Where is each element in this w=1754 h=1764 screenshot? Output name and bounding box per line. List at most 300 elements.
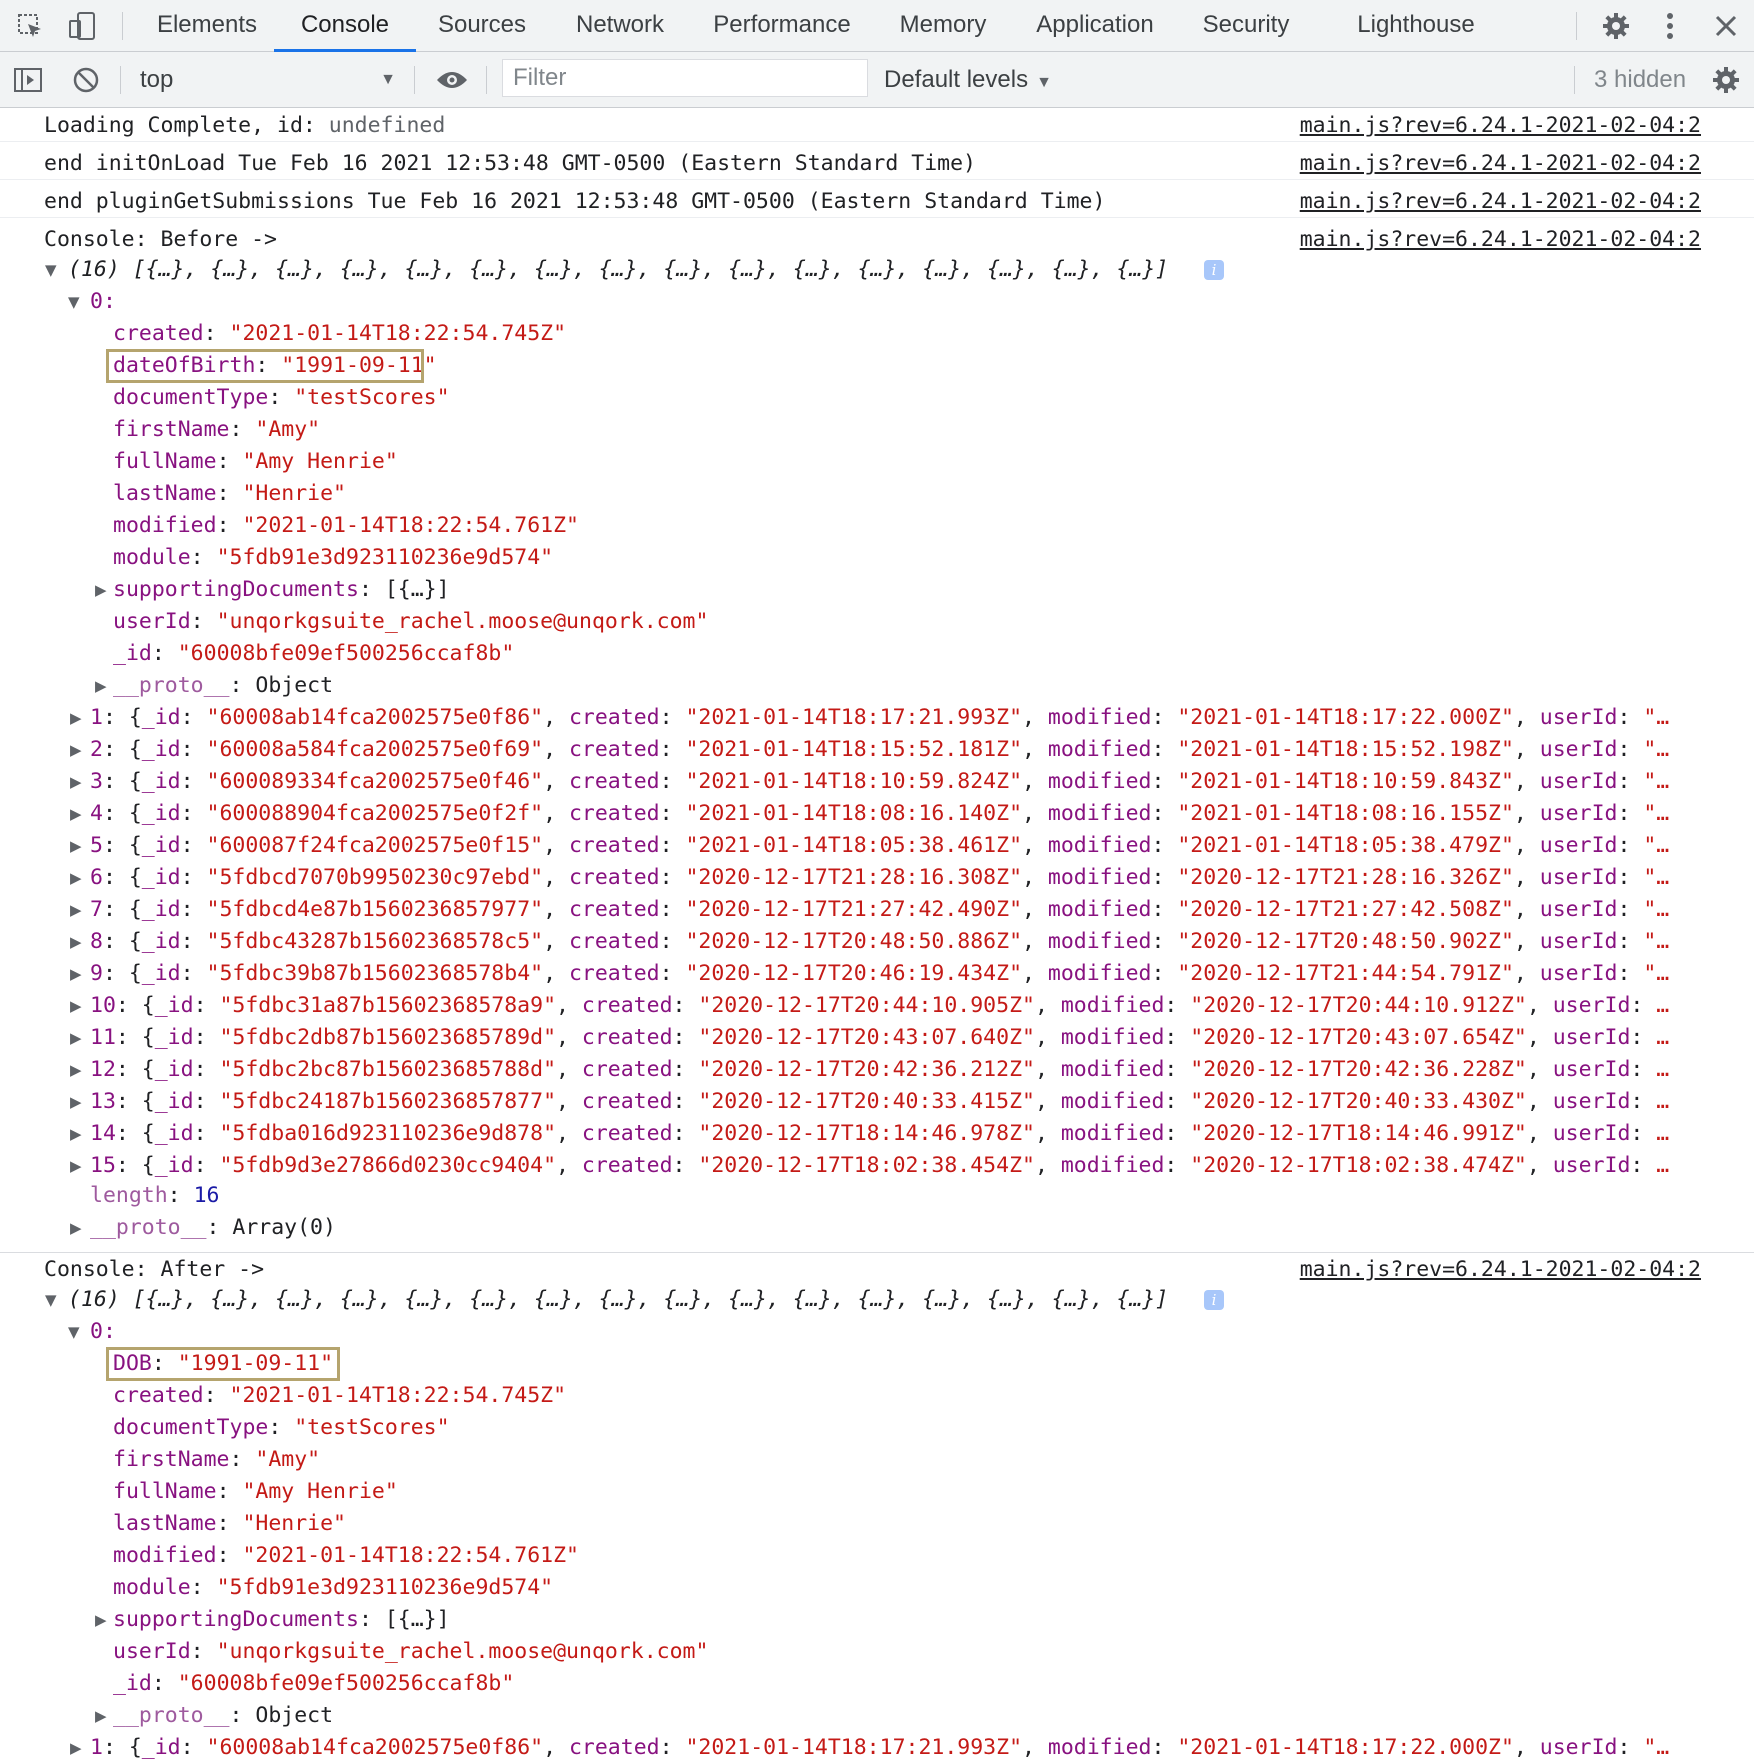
item-key-id: _id	[141, 769, 181, 794]
more-vertical-icon[interactable]	[1652, 0, 1688, 52]
item-key-id: _id	[141, 961, 181, 986]
collapsed-triangle-icon[interactable]: ▶	[95, 677, 107, 695]
item-key-modified: modified	[1047, 1735, 1152, 1760]
property-value: [{…}]	[384, 1607, 450, 1632]
item-key-created: created	[568, 737, 660, 762]
property-value: "2021-01-14T18:22:54.761Z"	[242, 1543, 579, 1568]
tab-memory[interactable]: Memory	[899, 11, 987, 38]
item-key-created: created	[568, 865, 660, 890]
property-key: dateOfBirth	[113, 353, 256, 378]
item-modified: "2021-01-14T18:10:59.843Z"	[1177, 769, 1514, 794]
item-key-id: _id	[154, 1089, 194, 1114]
property-value: "1991-09-11"	[177, 1351, 334, 1376]
object-index: 0:	[90, 1319, 116, 1344]
property-key: userId	[113, 1639, 191, 1664]
item-created: "2020-12-17T20:48:50.886Z"	[685, 929, 1023, 954]
array-item-row[interactable]: ▶ 7: {_id: "5fdbcd4e87b1560236857977", created: "2020-12-17T21:27:42.490Z", modified: "2020-12-17T21:27:42.508Z", userId: "…	[0, 894, 1754, 926]
item-index: 1	[90, 1735, 103, 1760]
item-tail: "…	[1643, 865, 1670, 890]
item-key-modified: modified	[1060, 1153, 1165, 1178]
message-text: end initOnLoad Tue Feb 16 2021 12:53:48 GMT-0500 (Eastern Standard Time)	[44, 151, 976, 176]
property-row: modified: "2021-01-14T18:22:54.761Z"	[113, 513, 579, 538]
property-row: lastName: "Henrie"	[113, 481, 347, 506]
item-index: 4	[90, 801, 103, 826]
item-modified: "2020-12-17T20:43:07.654Z"	[1190, 1025, 1527, 1050]
property-value: "60008bfe09ef500256ccaf8b"	[177, 641, 515, 666]
item-key-userid: userId	[1539, 801, 1618, 826]
property-row: userId: "unqorkgsuite_rachel.moose@unqork.com"	[113, 1639, 709, 1664]
tab-performance[interactable]: Performance	[713, 11, 851, 38]
message-value: undefined	[328, 113, 446, 138]
property-row: module: "5fdb91e3d923110236e9d574"	[113, 1575, 554, 1600]
item-tail: "…	[1643, 769, 1670, 794]
collapsed-triangle-icon[interactable]: ▶	[70, 1029, 82, 1047]
property-value: "5fdb91e3d923110236e9d574"	[216, 545, 554, 570]
property-key: documentType	[113, 1415, 269, 1440]
gear-icon[interactable]	[1596, 0, 1636, 52]
property-value: "unqorkgsuite_rachel.moose@unqork.com"	[216, 1639, 709, 1664]
array-item-row[interactable]: ▶ 6: {_id: "5fdbcd7070b9950230c97ebd", created: "2020-12-17T21:28:16.308Z", modified: "2020-12-17T21:28:16.326Z", userId: "…	[0, 862, 1754, 894]
property-value: "2021-01-14T18:22:54.761Z"	[242, 513, 579, 538]
item-key-modified: modified	[1047, 929, 1152, 954]
collapsed-triangle-icon[interactable]: ▶	[70, 773, 82, 791]
item-key-modified: modified	[1047, 801, 1152, 826]
collapsed-triangle-icon[interactable]: ▶	[70, 1219, 82, 1237]
property-key: firstName	[113, 417, 230, 442]
item-key-userid: userId	[1539, 865, 1618, 890]
item-index: 12	[90, 1057, 116, 1082]
item-key-created: created	[581, 1153, 673, 1178]
collapsed-triangle-icon[interactable]: ▶	[70, 997, 82, 1015]
array-item-row[interactable]: ▶ 4: {_id: "600088904fca2002575e0f2f", created: "2021-01-14T18:08:16.140Z", modified: "2021-01-14T18:08:16.155Z", userId: "…	[0, 798, 1754, 830]
toolbar-divider	[1576, 12, 1577, 40]
console-settings-gear-icon[interactable]	[1706, 52, 1746, 108]
tab-application[interactable]: Application	[1036, 11, 1154, 38]
item-key-created: created	[568, 929, 660, 954]
object-index-row[interactable]	[0, 1316, 1754, 1348]
property-value: "Amy Henrie"	[242, 1479, 398, 1504]
array-item-row[interactable]: ▶ 3: {_id: "600089334fca2002575e0f46", created: "2021-01-14T18:10:59.824Z", modified: "2021-01-14T18:10:59.843Z", userId: "…	[0, 766, 1754, 798]
property-row: modified: "2021-01-14T18:22:54.761Z"	[113, 1543, 579, 1568]
item-modified: "2020-12-17T20:48:50.902Z"	[1177, 929, 1514, 954]
item-key-userid: userId	[1539, 705, 1618, 730]
item-created: "2020-12-17T18:02:38.454Z"	[698, 1153, 1035, 1178]
property-row: created: "2021-01-14T18:22:54.745Z"	[113, 1383, 567, 1408]
toolbar-divider	[1574, 66, 1575, 94]
console-message	[0, 186, 1754, 218]
item-key-created: created	[568, 801, 660, 826]
item-id: "600087f24fca2002575e0f15"	[206, 833, 544, 858]
proto-row[interactable]: ▶ __proto__: Array(0)	[0, 1212, 1754, 1244]
item-index: 6	[90, 865, 103, 890]
item-index: 11	[90, 1025, 116, 1050]
tab-sources[interactable]: Sources	[437, 11, 527, 38]
item-key-modified: modified	[1047, 897, 1152, 922]
item-key-userid: userId	[1539, 1735, 1618, 1760]
array-item-row[interactable]: ▶ 15: {_id: "5fdb9d3e27866d0230cc9404", created: "2020-12-17T18:02:38.454Z", modified: "2020-12-17T18:02:38.474Z", userId: …	[0, 1150, 1754, 1182]
property-row: created: "2021-01-14T18:22:54.745Z"	[113, 321, 567, 346]
message-text: Console: Before ->	[44, 227, 277, 252]
item-key-created: created	[568, 961, 660, 986]
property-row: documentType: "testScores"	[113, 385, 450, 410]
property-row: DOB: "1991-09-11"	[0, 1348, 1754, 1380]
collapsed-triangle-icon[interactable]: ▶	[70, 709, 82, 727]
array-preview: (16) [{…}, {…}, {…}, {…}, {…}, {…}, {…}, {…}, {…}, {…}, {…}, {…}, {…}, {…}, {…}, {…}]	[68, 257, 1169, 282]
console-message	[0, 1254, 1754, 1286]
item-key-id: _id	[154, 1153, 194, 1178]
item-key-modified: modified	[1047, 769, 1152, 794]
collapsed-triangle-icon[interactable]: ▶	[70, 1157, 82, 1175]
item-key-created: created	[581, 1057, 673, 1082]
item-key-userid: userId	[1539, 737, 1618, 762]
filter-input[interactable]	[502, 59, 868, 97]
item-key-created: created	[581, 993, 673, 1018]
property-key: module	[113, 1575, 191, 1600]
property-value: Object	[255, 1703, 334, 1728]
expanded-triangle-icon[interactable]: ▼	[68, 1323, 80, 1341]
item-modified: "2020-12-17T18:02:38.474Z"	[1190, 1153, 1527, 1178]
item-created: "2020-12-17T20:44:10.905Z"	[698, 993, 1035, 1018]
item-created: "2021-01-14T18:17:21.993Z"	[685, 1735, 1023, 1760]
item-key-id: _id	[154, 1057, 194, 1082]
chevron-down-icon: ▼	[380, 71, 396, 88]
item-key-id: _id	[141, 833, 181, 858]
property-key: __proto__	[113, 1703, 230, 1728]
tab-console[interactable]: Console	[274, 0, 416, 52]
item-created: "2020-12-17T18:14:46.978Z"	[698, 1121, 1035, 1146]
property-value: "unqorkgsuite_rachel.moose@unqork.com"	[216, 609, 709, 634]
item-key-userid: userId	[1552, 1057, 1631, 1082]
item-index: 5	[90, 833, 103, 858]
item-tail: "…	[1643, 1735, 1670, 1760]
property-value: "2021-01-14T18:22:54.745Z"	[229, 321, 567, 346]
source-link[interactable]: main.js?rev=6.24.1-2021-02-04:2	[1299, 227, 1701, 252]
tab-network[interactable]: Network	[575, 11, 665, 38]
property-value: 16	[193, 1183, 220, 1208]
message-text: Loading Complete, id:	[44, 113, 329, 138]
collapsed-triangle-icon[interactable]: ▶	[70, 837, 82, 855]
item-key-id: _id	[141, 897, 181, 922]
item-tail: "…	[1643, 801, 1670, 826]
item-created: "2020-12-17T20:40:33.415Z"	[698, 1089, 1035, 1114]
property-key: supportingDocuments	[113, 1607, 359, 1632]
item-modified: "2020-12-17T20:40:33.430Z"	[1190, 1089, 1527, 1114]
item-id: "60008a584fca2002575e0f69"	[206, 737, 544, 762]
property-value: "Henrie"	[242, 481, 347, 506]
array-item-row[interactable]: ▶ 10: {_id: "5fdbc31a87b15602368578a9", created: "2020-12-17T20:44:10.905Z", modified: "2020-12-17T20:44:10.912Z", userId: …	[0, 990, 1754, 1022]
console-output	[0, 108, 1754, 1764]
property-row: userId: "unqorkgsuite_rachel.moose@unqork.com"	[113, 609, 709, 634]
item-index: 8	[90, 929, 103, 954]
item-index: 15	[90, 1153, 116, 1178]
log-levels-dropdown[interactable]	[884, 52, 1052, 108]
item-modified: "2021-01-14T18:15:52.198Z"	[1177, 737, 1514, 762]
collapsed-triangle-icon[interactable]: ▶	[95, 1707, 107, 1725]
item-id: "5fdba016d923110236e9d878"	[219, 1121, 557, 1146]
property-key: fullName	[113, 449, 217, 474]
property-value: "Amy"	[255, 417, 321, 442]
item-tail: …	[1656, 1025, 1670, 1050]
item-key-created: created	[568, 833, 660, 858]
item-key-modified: modified	[1047, 705, 1152, 730]
property-row: dateOfBirth: "1991-09-11"	[0, 350, 1754, 382]
device-toolbar-icon[interactable]	[64, 0, 100, 52]
collapsed-triangle-icon[interactable]: ▶	[95, 581, 107, 599]
item-key-created: created	[568, 1735, 660, 1760]
tab-elements[interactable]: Elements	[156, 11, 258, 38]
item-key-id: _id	[154, 993, 194, 1018]
property-key: __proto__	[113, 673, 230, 698]
item-modified: "2020-12-17T21:28:16.326Z"	[1177, 865, 1514, 890]
item-id: "60008ab14fca2002575e0f86"	[206, 1735, 544, 1760]
property-value: "5fdb91e3d923110236e9d574"	[216, 1575, 554, 1600]
item-key-userid: userId	[1552, 1025, 1631, 1050]
collapsed-triangle-icon[interactable]: ▶	[70, 901, 82, 919]
array-preview: (16) [{…}, {…}, {…}, {…}, {…}, {…}, {…}, {…}, {…}, {…}, {…}, {…}, {…}, {…}, {…}, {…}]	[68, 1287, 1169, 1312]
item-index: 13	[90, 1089, 116, 1114]
item-key-created: created	[568, 705, 660, 730]
item-key-id: _id	[141, 737, 181, 762]
tab-security[interactable]: Security	[1202, 11, 1290, 38]
collapsed-triangle-icon[interactable]: ▶	[70, 741, 82, 759]
item-key-userid: userId	[1539, 769, 1618, 794]
source-link[interactable]: main.js?rev=6.24.1-2021-02-04:2	[1299, 1257, 1701, 1282]
item-modified: "2021-01-14T18:08:16.155Z"	[1177, 801, 1514, 826]
collapsed-triangle-icon[interactable]: ▶	[70, 965, 82, 983]
property-value: [{…}]	[384, 577, 450, 602]
log-levels-label: Default levels	[884, 66, 1029, 93]
property-row: fullName: "Amy Henrie"	[113, 449, 398, 474]
item-id: "60008ab14fca2002575e0f86"	[206, 705, 544, 730]
array-item-row[interactable]: ▶ 1: {_id: "60008ab14fca2002575e0f86", created: "2021-01-14T18:17:21.993Z", modified: "2021-01-14T18:17:22.000Z", userId: "…	[0, 1732, 1754, 1764]
property-key: documentType	[113, 385, 269, 410]
console-message	[0, 110, 1754, 142]
item-modified: "2020-12-17T20:42:36.228Z"	[1190, 1057, 1527, 1082]
toolbar-divider	[120, 66, 121, 94]
collapsed-triangle-icon[interactable]: ▶	[95, 1611, 107, 1629]
property-row: _id: "60008bfe09ef500256ccaf8b"	[113, 641, 515, 666]
item-key-userid: userId	[1539, 961, 1618, 986]
item-tail: …	[1656, 993, 1670, 1018]
property-key: lastName	[113, 481, 217, 506]
property-key: firstName	[113, 1447, 230, 1472]
info-icon[interactable]: i	[1204, 260, 1224, 280]
property-key: fullName	[113, 1479, 217, 1504]
collapsed-triangle-icon[interactable]: ▶	[70, 933, 82, 951]
item-created: "2020-12-17T21:27:42.490Z"	[685, 897, 1023, 922]
property-key: userId	[113, 609, 191, 634]
property-row[interactable]: ▶ supportingDocuments: [{…}]	[0, 574, 1754, 606]
toolbar-divider	[486, 66, 487, 94]
item-created: "2020-12-17T20:43:07.640Z"	[698, 1025, 1035, 1050]
message-text: end pluginGetSubmissions Tue Feb 16 2021 12:53:48 GMT-0500 (Eastern Standard Time)	[44, 189, 1106, 214]
item-key-modified: modified	[1047, 833, 1152, 858]
property-key: module	[113, 545, 191, 570]
item-created: "2021-01-14T18:08:16.140Z"	[685, 801, 1023, 826]
tab-lighthouse[interactable]: Lighthouse	[1357, 11, 1475, 38]
item-modified: "2021-01-14T18:05:38.479Z"	[1177, 833, 1514, 858]
item-key-created: created	[568, 897, 660, 922]
property-value: "Amy Henrie"	[242, 449, 398, 474]
inspect-element-icon[interactable]	[12, 0, 48, 52]
array-item-row[interactable]: ▶ 5: {_id: "600087f24fca2002575e0f15", created: "2021-01-14T18:05:38.461Z", modified: "2021-01-14T18:05:38.479Z", userId: "…	[0, 830, 1754, 862]
console-message	[0, 148, 1754, 180]
source-link[interactable]: main.js?rev=6.24.1-2021-02-04:2	[1299, 151, 1701, 176]
item-key-modified: modified	[1060, 1025, 1165, 1050]
item-id: "5fdbc43287b15602368578c5"	[206, 929, 544, 954]
array-item-row[interactable]: ▶ 9: {_id: "5fdbc39b87b15602368578b4", created: "2020-12-17T20:46:19.434Z", modified: "2020-12-17T21:44:54.791Z", userId: "…	[0, 958, 1754, 990]
item-created: "2020-12-17T20:42:36.212Z"	[698, 1057, 1035, 1082]
item-key-id: _id	[141, 1735, 181, 1760]
context-selector-label: top	[140, 66, 174, 93]
collapsed-triangle-icon[interactable]: ▶	[70, 1125, 82, 1143]
item-key-id: _id	[141, 705, 181, 730]
sidebar-toggle-icon[interactable]	[10, 52, 46, 108]
message-text: Console: After ->	[44, 1257, 265, 1282]
expanded-triangle-icon[interactable]: ▼	[68, 293, 80, 311]
item-created: "2020-12-17T20:46:19.434Z"	[685, 961, 1023, 986]
property-key: modified	[113, 513, 217, 538]
property-key: created	[113, 1383, 204, 1408]
item-key-modified: modified	[1047, 961, 1152, 986]
message-divider	[0, 1252, 1754, 1253]
clear-console-icon[interactable]	[68, 52, 104, 108]
item-id: "5fdbcd4e87b1560236857977"	[206, 897, 544, 922]
item-key-created: created	[568, 769, 660, 794]
object-index: 0:	[90, 289, 116, 314]
item-index: 3	[90, 769, 103, 794]
item-created: "2021-01-14T18:17:21.993Z"	[685, 705, 1023, 730]
item-index: 7	[90, 897, 103, 922]
item-key-id: _id	[154, 1121, 194, 1146]
array-preview-row[interactable]	[0, 1284, 1754, 1316]
property-value: "2021-01-14T18:22:54.745Z"	[229, 1383, 567, 1408]
source-link[interactable]: main.js?rev=6.24.1-2021-02-04:2	[1299, 189, 1701, 214]
eye-icon[interactable]	[432, 52, 472, 108]
property-key: __proto__	[90, 1215, 207, 1240]
item-key-id: _id	[154, 1025, 194, 1050]
item-key-userid: userId	[1552, 1153, 1631, 1178]
item-tail: …	[1656, 1153, 1670, 1178]
info-icon[interactable]: i	[1204, 1290, 1224, 1310]
array-item-row[interactable]: ▶ 2: {_id: "60008a584fca2002575e0f69", created: "2021-01-14T18:15:52.181Z", modified: "2021-01-14T18:15:52.198Z", userId: "…	[0, 734, 1754, 766]
array-item-row[interactable]: ▶ 12: {_id: "5fdbc2bc87b156023685788d", created: "2020-12-17T20:42:36.212Z", modified: "2020-12-17T20:42:36.228Z", userId: …	[0, 1054, 1754, 1086]
item-key-modified: modified	[1060, 993, 1165, 1018]
property-row: _id: "60008bfe09ef500256ccaf8b"	[113, 1671, 515, 1696]
property-key: supportingDocuments	[113, 577, 359, 602]
array-item-row[interactable]: ▶ 11: {_id: "5fdbc2db87b156023685789d", created: "2020-12-17T20:43:07.640Z", modified: "2020-12-17T20:43:07.654Z", userId: …	[0, 1022, 1754, 1054]
collapsed-triangle-icon[interactable]: ▶	[70, 805, 82, 823]
item-id: "5fdb9d3e27866d0230cc9404"	[219, 1153, 557, 1178]
property-row: module: "5fdb91e3d923110236e9d574"	[113, 545, 554, 570]
item-key-userid: userId	[1539, 929, 1618, 954]
item-id: "5fdbc2db87b156023685789d"	[219, 1025, 557, 1050]
item-index: 10	[90, 993, 116, 1018]
array-item-row[interactable]: ▶ 14: {_id: "5fdba016d923110236e9d878", created: "2020-12-17T18:14:46.978Z", modified: "2020-12-17T18:14:46.991Z", userId: …	[0, 1118, 1754, 1150]
array-item-row[interactable]: ▶ 1: {_id: "60008ab14fca2002575e0f86", created: "2021-01-14T18:17:21.993Z", modified: "2021-01-14T18:17:22.000Z", userId: "…	[0, 702, 1754, 734]
collapsed-triangle-icon[interactable]: ▶	[70, 869, 82, 887]
item-key-userid: userId	[1552, 993, 1631, 1018]
item-tail: "…	[1643, 833, 1670, 858]
property-key: lastName	[113, 1511, 217, 1536]
array-item-row[interactable]: ▶ 13: {_id: "5fdbc24187b1560236857877", created: "2020-12-17T20:40:33.415Z", modified: "2020-12-17T20:40:33.430Z", userId: …	[0, 1086, 1754, 1118]
item-index: 1	[90, 705, 103, 730]
property-key: _id	[113, 1671, 152, 1696]
length-row: length: 16	[90, 1183, 220, 1208]
item-tail: "…	[1643, 897, 1670, 922]
highlight-box	[106, 349, 424, 383]
property-key: created	[113, 321, 204, 346]
item-key-userid: userId	[1552, 1089, 1631, 1114]
item-modified: "2021-01-14T18:17:22.000Z"	[1177, 1735, 1514, 1760]
item-key-id: _id	[141, 801, 181, 826]
item-key-modified: modified	[1060, 1057, 1165, 1082]
item-index: 9	[90, 961, 103, 986]
collapsed-triangle-icon[interactable]: ▶	[70, 1061, 82, 1079]
item-id: "5fdbc24187b1560236857877"	[219, 1089, 557, 1114]
item-modified: "2020-12-17T20:44:10.912Z"	[1190, 993, 1527, 1018]
property-value: "testScores"	[294, 1415, 450, 1440]
expanded-triangle-icon[interactable]: ▼	[45, 261, 57, 279]
property-key: DOB	[113, 1351, 152, 1376]
item-index: 14	[90, 1121, 116, 1146]
item-key-modified: modified	[1047, 865, 1152, 890]
console-message	[0, 224, 1754, 256]
array-item-row[interactable]: ▶ 8: {_id: "5fdbc43287b15602368578c5", created: "2020-12-17T20:48:50.886Z", modified: "2020-12-17T20:48:50.902Z", userId: "…	[0, 926, 1754, 958]
item-created: "2021-01-14T18:05:38.461Z"	[685, 833, 1023, 858]
item-tail: …	[1656, 1121, 1670, 1146]
collapsed-triangle-icon[interactable]: ▶	[70, 1093, 82, 1111]
property-row: fullName: "Amy Henrie"	[113, 1479, 398, 1504]
item-index: 2	[90, 737, 103, 762]
item-key-userid: userId	[1539, 833, 1618, 858]
toolbar-divider	[122, 12, 123, 40]
property-row: lastName: "Henrie"	[113, 1511, 347, 1536]
item-tail: "…	[1643, 737, 1670, 762]
object-index-row[interactable]	[0, 286, 1754, 318]
property-value: "Henrie"	[242, 1511, 347, 1536]
property-row[interactable]: ▶ __proto__: Object	[0, 670, 1754, 702]
item-created: "2021-01-14T18:10:59.824Z"	[685, 769, 1023, 794]
property-value: Array(0)	[232, 1215, 336, 1240]
console-toolbar	[0, 52, 1754, 108]
item-key-userid: userId	[1552, 1121, 1631, 1146]
expanded-triangle-icon[interactable]: ▼	[45, 1291, 57, 1309]
item-modified: "2021-01-14T18:17:22.000Z"	[1177, 705, 1514, 730]
item-id: "600088904fca2002575e0f2f"	[206, 801, 544, 826]
item-key-modified: modified	[1060, 1121, 1165, 1146]
collapsed-triangle-icon[interactable]: ▶	[70, 1739, 82, 1757]
item-tail: "…	[1643, 705, 1670, 730]
highlight-box	[106, 1347, 340, 1381]
item-key-modified: modified	[1060, 1089, 1165, 1114]
property-key: _id	[113, 641, 152, 666]
item-key-created: created	[581, 1089, 673, 1114]
item-created: "2021-01-14T18:15:52.181Z"	[685, 737, 1023, 762]
item-id: "600089334fca2002575e0f46"	[206, 769, 544, 794]
item-key-userid: userId	[1539, 897, 1618, 922]
property-value: "testScores"	[294, 385, 450, 410]
source-link[interactable]: main.js?rev=6.24.1-2021-02-04:2	[1299, 113, 1701, 138]
property-row[interactable]: ▶ __proto__: Object	[0, 1700, 1754, 1732]
property-row[interactable]: ▶ supportingDocuments: [{…}]	[0, 1604, 1754, 1636]
array-preview-row[interactable]	[0, 254, 1754, 286]
context-selector[interactable]	[128, 62, 400, 98]
property-value: Object	[255, 673, 334, 698]
close-icon[interactable]	[1706, 0, 1746, 52]
item-id: "5fdbc39b87b15602368578b4"	[206, 961, 544, 986]
hidden-messages-count: 3 hidden	[1594, 66, 1687, 93]
